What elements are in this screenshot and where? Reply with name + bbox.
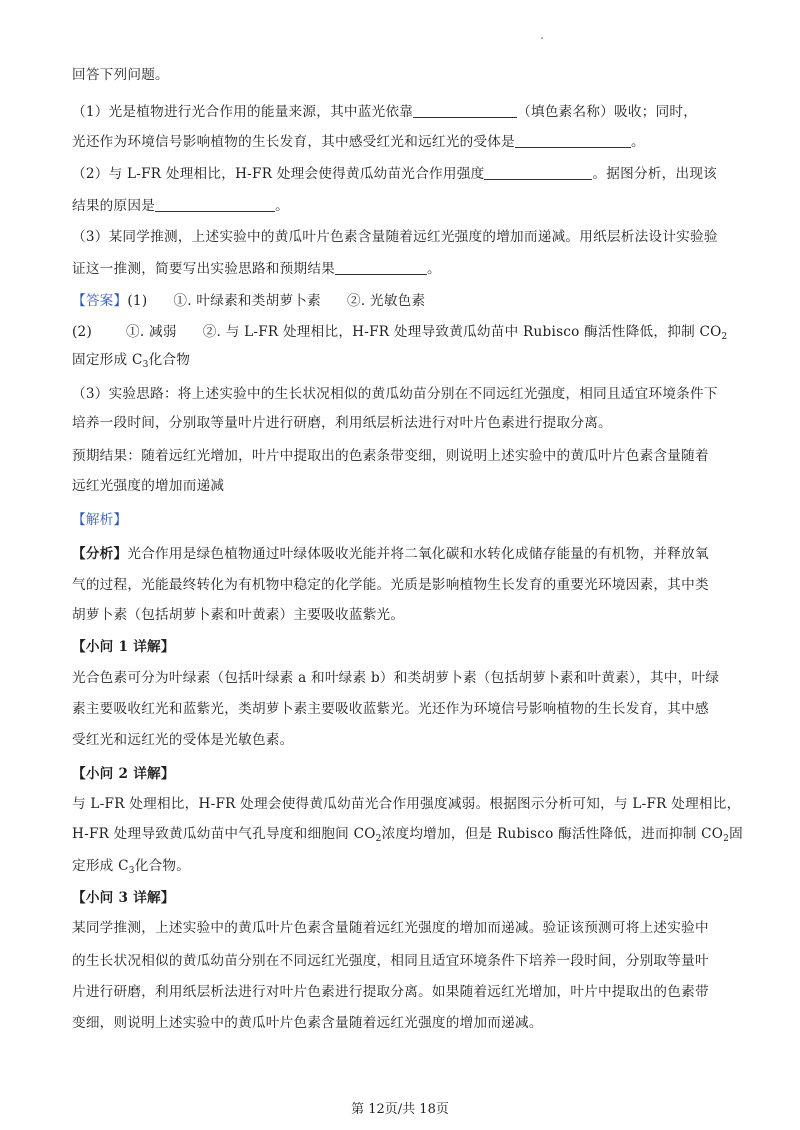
detail-3-line-2: 的生长状况相似的黄瓜幼苗分别在不同远红光强度，相同且适宜环境条件下培养一段时间，分别取等量叶	[72, 953, 709, 969]
question-3-line-2: 证这一推测，简要写出实验思路和预期结果 。	[72, 261, 441, 277]
answer-blank-3	[484, 165, 592, 180]
detail-1-line-3: 受红光和远红光的受体是光敏色素。	[72, 732, 294, 748]
detail-2-line-2: H-FR 处理导致黄瓜幼苗中气孔导度和细胞间 $CO_2$浓度均增加，但是 Rubisco 酶活性降低，进而抑制 $CO_2$固	[72, 826, 743, 844]
detail-3-tag: 【小问 3 详解】	[72, 890, 175, 906]
answer-blank-5	[335, 260, 427, 275]
answer-blank-2	[515, 133, 631, 148]
detail-3-line-3: 片进行研磨，利用纸层析法进行对叶片色素进行提取分离。如果随着远红光增加，叶片中提取出的色素带	[72, 984, 709, 1000]
answer-3-line-3: 预期结果：随着远红光增加，叶片中提取出的色素条带变细，则说明上述实验中的黄瓜叶片色素含量随着	[72, 448, 709, 464]
analysis-tag: 【解析】	[72, 512, 128, 528]
analysis-fenxi-line-1: 【分析】光合作用是绿色植物通过叶绿体吸收光能并将二氧化碳和水转化成储存能量的有机物，并释放氧	[72, 546, 709, 562]
question-2-line-1: （2）与 L-FR 处理相比，H-FR 处理会使得黄瓜幼苗光合作用强度 。据图分析，出现该	[72, 166, 718, 182]
page-number: 第 12页/共 18页	[351, 1102, 449, 1117]
detail-3-line-4: 变细，则说明上述实验中的黄瓜叶片色素含量随着远红光强度的增加而递减。	[72, 1015, 543, 1031]
question-1-line-1: （1）光是植物进行光合作用的能量来源，其中蓝光依靠 （填色素名称）吸收；同时，	[72, 104, 698, 120]
answer-3-line-2: 培养一段时间，分别取等量叶片进行研磨，利用纸层析法进行对叶片色素进行提取分离。	[72, 415, 612, 431]
answer-3-line-1: （3）实验思路：将上述实验中的生长状况相似的黄瓜幼苗分别在不同远红光强度，相同且适宜环境条件下	[72, 386, 718, 402]
detail-1-line-1: 光合色素可分为叶绿素（包括叶绿素 a 和叶绿素 b）和类胡萝卜素（包括胡萝卜素和叶黄素），其中，叶绿	[72, 670, 720, 686]
answer-tag: 【答案】	[72, 293, 128, 309]
answer-2-line-2: 固定形成 $C_3$化合物	[72, 352, 191, 370]
detail-2-tag: 【小问 2 详解】	[72, 766, 175, 782]
question-1-line-2: 光还作为环境信号影响植物的生长发育，其中感受红光和远红光的受体是 。	[72, 134, 645, 150]
answer-blank-1	[413, 103, 517, 118]
answer-1-line: 【答案】(1) ①. 叶绿素和类胡萝卜素 ②. 光敏色素	[72, 293, 426, 309]
analysis-fenxi-line-3: 胡萝卜素（包括胡萝卜素和叶黄素）主要吸收蓝紫光。	[72, 607, 405, 623]
answer-blank-4	[155, 197, 275, 212]
detail-1-line-2: 素主要吸收红光和蓝紫光，类胡萝卜素主要吸收蓝紫光。光还作为环境信号影响植物的生长发育，其中感	[72, 701, 709, 717]
detail-3-line-1: 某同学推测，上述实验中的黄瓜叶片色素含量随着远红光强度的增加而递减。验证该预测可将上述实验中	[72, 920, 709, 936]
analysis-fenxi-line-2: 气的过程，光能最终转化为有机物中稳定的化学能。光质是影响植物生长发育的重要光环境因素，其中类	[72, 577, 709, 593]
fenxi-tag: 【分析】	[72, 546, 128, 562]
answer-2-line-1: (2) ①. 减弱 ②. 与 L-FR 处理相比，H-FR 处理导致黄瓜幼苗中 Rubisco 酶活性降低，抑制 $CO_2$	[72, 324, 728, 342]
detail-2-line-3: 定形成 $C_3$化合物。	[72, 858, 191, 876]
question-3-line-1: （3）某同学推测，上述实验中的黄瓜叶片色素含量随着远红光强度的增加而递减。用纸层析法设计实验验	[72, 229, 718, 245]
scan-speck	[541, 37, 543, 39]
answer-3-line-4: 远红光强度的增加而递减	[72, 478, 225, 494]
detail-1-tag: 【小问 1 详解】	[72, 639, 175, 655]
question-intro: 回答下列问题。	[72, 67, 169, 83]
detail-2-line-1: 与 L-FR 处理相比，H-FR 处理会使得黄瓜幼苗光合作用强度减弱。根据图示分析可知，与 L-FR 处理相比，	[72, 796, 741, 812]
question-2-line-2: 结果的原因是 。	[72, 198, 289, 214]
